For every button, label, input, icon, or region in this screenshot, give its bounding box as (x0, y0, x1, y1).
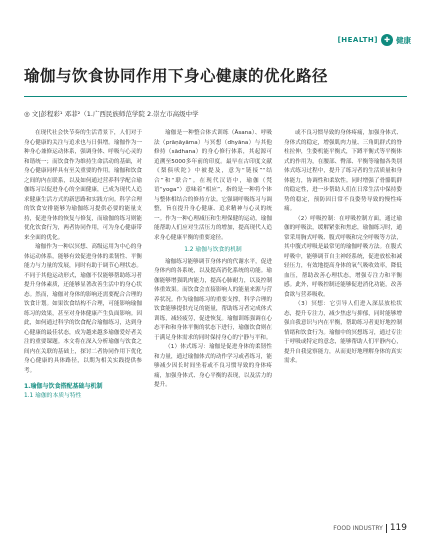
section-label-cn: 健康 (396, 35, 411, 45)
section-label-en: [HEALTH] (337, 36, 378, 44)
section-heading: 1.瑜伽与饮食搭配基础与机制 (24, 383, 103, 390)
paragraph: （2）呼吸控制：在呼吸控制方面，通过瑜伽的呼吸法，缓解紧张和焦虑，瑜伽练习时，通常采用胸式呼吸、腹式呼吸和完全呼吸等方法，其中腹式呼吸是最常见的瑜伽呼吸方法。在腹式呼吸中，能够调节自主神经系统，促进放松和减轻压力，有效地提高身体的氧气吸收效率，降低血压，帮助改善心理状态，增强专注力和平衡感。此外，呼吸控制还能够促进消化功能，改善食欲与营养吸收。 (284, 215, 402, 298)
page-footer (333, 523, 407, 533)
paragraph: 或不良习惯导致的身体疼痛，加强身体式、身体式的稳定，增强肌肉力量、三角肌群式的脊柱拉伸，生姿机能平衡式，下蹲平衡式等平衡体式的作用为，在腰部、臀部、平衡等瑜伽各类别体式练习过程中，提升了练习者的生活质量和身体能力，协调性和柔软性。同时增强了骨骼肌群的稳定性，进一步帮助人们在日常生活中保持姿势的稳定，预防因日常不良姿势导致的慢性疼痛。 (284, 130, 402, 212)
health-cross-icon: ✚ (381, 34, 393, 46)
paragraph: （3）冥想：它引导人们进入深层放松状态，提升专注力，减少焦虑与抑郁，同时能够增强自我意识与内在平衡，帮助练习者更好地控制情绪和饮食行为。瑜伽中的冥想练习，通过专注于呼吸或特定的意念，能够帮助人们平静内心，提升自我觉察能力，从而更好地理解身体的真实需求。 (284, 301, 402, 364)
paragraph: （1）体式练习：瑜伽是促进身体的柔韧性和力量，通过瑜伽体式的动作学习或者练习，能够减少因长时间坐着或不良习惯导致的身体疼痛，加强身体式、身心平衡的表现，以及活力的提升。 (154, 344, 272, 388)
paragraph: 瑜伽作为一种以冥想、高级运用为中心的身体运动体系，能够有效促进身体的柔韧性、平衡能力与力量的发展，同时有助于调节心理状态。不同于其他运动形式，瑜伽不仅能够帮助练习者提升身体素质，还能够显著改善生活中的身心状态。然而，瑜伽对身体的影响还需要配合合理的饮食计划。如果饮食结构不合理，可能影响瑜伽练习的效果，甚至对身体健康产生负面影响。因此，如何通过科学的饮食配合瑜伽练习，达到身心健康的最佳状态，成为越来越多瑜伽爱好者关注的重要课题。本文将在深入分析瑜伽与饮食之间内在关联的基础上，探讨二者协同作用下优化身心健康的具体路径，以期为相关实践提供参考。 (24, 244, 142, 374)
paragraph: 瑜伽练习能够调节身体内的代谢水平，促进身体内的各系统，以及提高消化系统的功能。瑜伽能够增强肌肉能力，提高心肺耐力，以及控制体重效果。而饮食会直接影响人的能量来源与营养状况。作为瑜伽练习的重要支撑，科学合理的饮食能够提供充足的能量，帮助练习者完成体式训练，减轻疲劳，促进恢复。瑜伽训练强调在心态平和和身体平衡的状态下进行，瑜伽饮食则在于满足身体需求的同时保持身心的宁静与平和。 (154, 258, 272, 341)
subsection-heading: 1.1 瑜伽的本质与特性 (24, 392, 82, 399)
footer-divider (386, 524, 387, 533)
magazine-name: FOOD INDUSTRY (333, 524, 383, 532)
subsection-heading: 1.2 瑜伽与饮食的机制 (184, 247, 242, 253)
article-authors: ◎ 文|彭程彩¹ 邓菲²（1.广西民族师范学院 2.崇左市高级中学 (24, 110, 199, 118)
title-divider (24, 96, 407, 97)
paragraph: 在现代社会快节奏的生活背景下，人们对于身心健康的关注与追求也与日俱增。瑜伽作为一种身心兼修运动体系，强调身体、呼吸与心灵的和谐统一；而饮食作为维持生命活动的基础，对身心健康同样具有至关重要的作用。瑜伽和饮食之间的内在联系，以及如何通过营养科学配合瑜伽练习以促进身心的全面健康，已成为现代人追求健康生活方式的新思路和实践方向。科学合理的饮食安排能够为瑜伽练习提供必要的能量支持，促进身体的恢复与修复，而瑜伽的练习则能优化饮食行为，两者协同作用，可为身心健康带来全面的优化。 (24, 130, 142, 241)
paragraph: 瑜伽是一种整合体式训练（Āsana）、呼吸法（prāṇāyāma）与冥想（dhyāna）与其他修持（sādhana）的身心修行体系，其起源可追溯至5000多年前的印度。最早在古印度文献《梨俱吠陀》中被提及，意为“链接”“结合”和“联合”。在现代汉语中，瑜伽（梵语“yoga”）意味着“相应”，指的是一种将个体与整体相结合的修持方法。它强调呼吸练习与调整，旨在提升身心健康、追求精神与心灵的统一。作为一种心理减压和生理保健的运动，瑜伽能帮助人们应对生活压力的增加，提高现代人追求身心健康平衡的重要途径。 (154, 130, 272, 241)
column-2 (154, 129, 272, 391)
section-header (338, 34, 411, 46)
page-number: 119 (389, 523, 407, 533)
column-1 (24, 129, 142, 401)
column-3 (284, 129, 402, 367)
article-title: 瑜伽与饮食协同作用下身心健康的优化路径 (24, 67, 329, 85)
